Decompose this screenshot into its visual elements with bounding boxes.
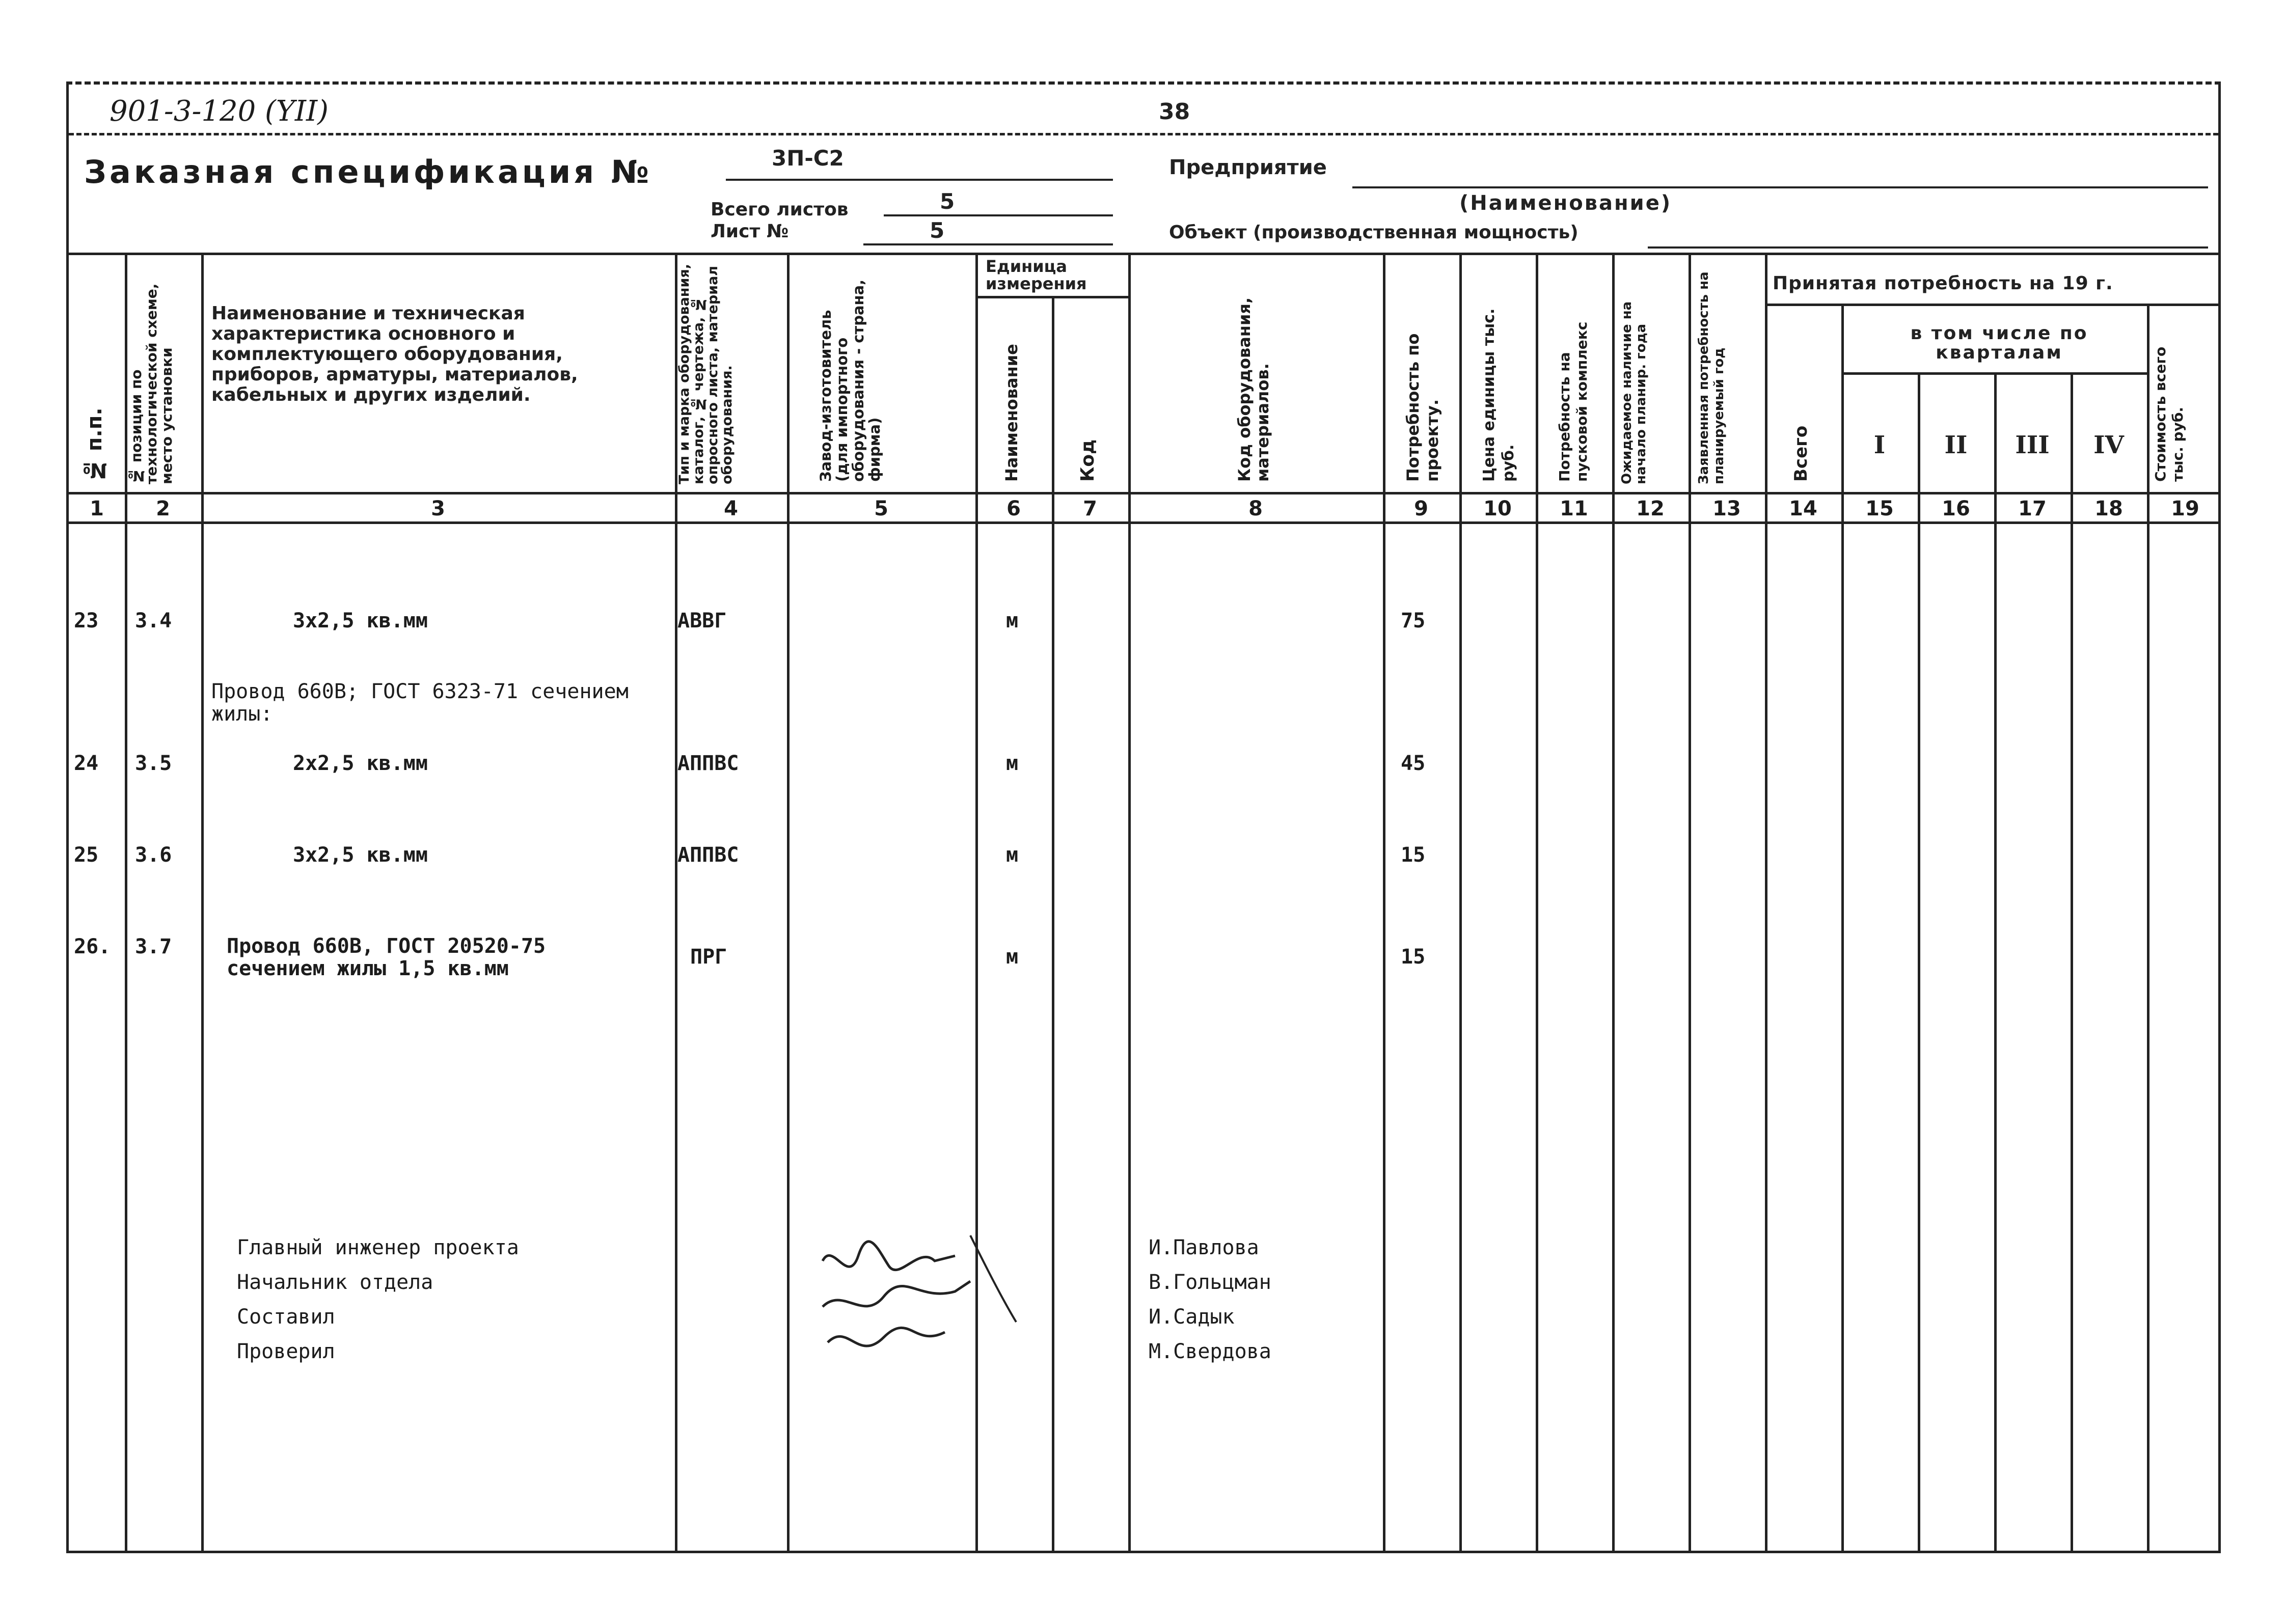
col-number-17: 17	[2018, 497, 2047, 520]
doc-code: 901-3-120 (YII)	[110, 95, 329, 128]
col-number-15: 15	[1865, 497, 1894, 520]
row-24-pos: 3.5	[135, 752, 172, 775]
col-header-14: Всего	[1791, 425, 1811, 482]
sheets-total-underline	[884, 214, 1113, 216]
col-header-15: I	[1873, 431, 1886, 459]
col-line-14	[1841, 304, 1844, 1551]
col-number-9: 9	[1414, 497, 1428, 520]
col-header-7: Код	[1077, 439, 1098, 482]
quarters-divider	[1841, 372, 2147, 375]
handwritten-signatures	[802, 1220, 1077, 1373]
col-number-16: 16	[1942, 497, 1970, 520]
row-23-qty: 75	[1401, 609, 1426, 632]
col-line-15	[1918, 372, 1920, 1551]
spec-title: Заказная спецификация №	[84, 153, 652, 190]
col-number-19: 19	[2171, 497, 2199, 520]
col-line-1	[125, 253, 127, 1551]
spec-number-underline	[726, 179, 1113, 181]
col-header-9: Потребность по проекту.	[1403, 333, 1442, 482]
header-divider-2	[69, 253, 2218, 255]
row-26-num: 26.	[74, 935, 111, 958]
row-26-pos: 3.7	[135, 935, 172, 958]
sheets-total-label: Всего листов	[711, 199, 849, 220]
col-number-18: 18	[2094, 497, 2123, 520]
accepted-label: Принятая потребность на 19 г.	[1773, 273, 2113, 294]
row-23-type: АВВГ	[677, 609, 727, 632]
col-header-3: Наименование и техническая характеристика основного и комплектующего оборудования, приборов, арматуры, материалов, кабельных и других изделий.	[211, 303, 578, 405]
sheets-total: 5	[940, 189, 955, 214]
colnum-divider-bottom	[69, 521, 2218, 524]
row-26-unit: м	[1006, 945, 1019, 969]
spec-sheet	[66, 81, 2221, 1553]
enterprise-label: Предприятие	[1169, 156, 1327, 179]
col-line-7	[1128, 253, 1131, 1551]
col-header-5: Завод-изготовитель (для импортного оборудования - страна, фирма)	[817, 279, 883, 482]
col-header-13: Заявленная потребность на планируемый год	[1696, 271, 1727, 484]
row-wire-desc: Провод 660В; ГОСТ 6323-71 сечением жилы:	[211, 680, 629, 726]
row-23-unit: м	[1006, 609, 1019, 632]
col-header-2: № позиции по технологической схеме, место установки	[128, 283, 175, 484]
colnum-divider-top	[69, 492, 2218, 494]
row-26-name: Провод 660В, ГОСТ 20520-75 сечением жилы 1,5 кв.мм	[227, 934, 546, 980]
col-line-18	[2147, 304, 2149, 1551]
col-number-12: 12	[1636, 497, 1665, 520]
col-number-5: 5	[874, 497, 888, 520]
col-line-11	[1612, 253, 1615, 1551]
name-label: (Наименование)	[1459, 191, 1672, 215]
col-header-4: Тип и марка оборудования, каталог, № чертежа, № опросного листа, материал оборудования.	[676, 264, 735, 484]
col-header-6: Наименование	[1002, 344, 1021, 482]
col-header-1: № п.п.	[83, 407, 106, 482]
object-underline	[1648, 246, 2208, 249]
page-number: 38	[1159, 99, 1190, 125]
col-line-17	[2071, 372, 2073, 1551]
col-header-10: Цена единицы тыс. руб.	[1480, 308, 1517, 482]
row-24-num: 24	[74, 752, 99, 775]
col-header-12: Ожидаемое наличие на начало планир. года	[1619, 301, 1649, 484]
col-line-4	[787, 253, 790, 1551]
row-25-unit: м	[1006, 843, 1019, 867]
col-line-10	[1536, 253, 1538, 1551]
unit-label: Единица измерения	[986, 257, 1087, 293]
row-24-qty: 45	[1401, 752, 1426, 775]
col-number-1: 1	[90, 497, 104, 520]
col-line-12	[1689, 253, 1691, 1551]
row-25-name: 3х2,5 кв.мм	[293, 843, 428, 867]
row-24-unit: м	[1006, 752, 1019, 775]
col-number-2: 2	[156, 497, 170, 520]
col-number-10: 10	[1483, 497, 1512, 520]
col-number-6: 6	[1006, 497, 1021, 520]
row-23-num: 23	[74, 609, 99, 632]
row-26-qty: 15	[1401, 945, 1426, 969]
col-header-16: II	[1944, 431, 1968, 459]
col-header-8: Код оборудования, материалов.	[1235, 297, 1272, 482]
accepted-divider	[1765, 304, 2218, 306]
row-25-qty: 15	[1401, 843, 1426, 867]
signature-names: И.Павлова В.Гольцман И.Садык М.Свердова	[1149, 1236, 1271, 1363]
incl-quarters-label: в том числе по кварталам	[1910, 323, 2088, 363]
unit-divider	[975, 296, 1128, 298]
col-number-7: 7	[1083, 497, 1097, 520]
col-number-13: 13	[1712, 497, 1741, 520]
row-25-pos: 3.6	[135, 843, 172, 867]
row-23-name: 3х2,5 кв.мм	[293, 609, 428, 632]
col-number-14: 14	[1789, 497, 1817, 520]
header-divider-1	[69, 133, 2218, 135]
row-26-type: ПРГ	[690, 945, 727, 969]
col-header-17: III	[2015, 431, 2050, 459]
col-line-2	[201, 253, 204, 1551]
col-header-11: Потребность на пусковой комплекс	[1556, 321, 1590, 482]
row-23-pos: 3.4	[135, 609, 172, 632]
sheet-number-underline	[863, 243, 1113, 245]
col-line-9	[1459, 253, 1462, 1551]
col-number-11: 11	[1560, 497, 1588, 520]
object-label: Объект (производственная мощность)	[1169, 222, 1579, 243]
row-24-type: АППВС	[677, 752, 739, 775]
col-line-8	[1383, 253, 1385, 1551]
col-header-18: IV	[2093, 431, 2124, 459]
col-number-8: 8	[1248, 497, 1263, 520]
col-number-4: 4	[724, 497, 738, 520]
col-line-16	[1994, 372, 1997, 1551]
signature-roles: Главный инженер проекта Начальник отдела Составил Проверил	[237, 1236, 519, 1363]
row-25-type: АППВС	[677, 843, 739, 867]
col-number-3: 3	[431, 497, 445, 520]
col-line-13	[1765, 253, 1767, 1551]
row-24-name: 2х2,5 кв.мм	[293, 752, 428, 775]
sheet-label: Лист №	[711, 221, 789, 242]
enterprise-underline	[1352, 186, 2208, 188]
row-25-num: 25	[74, 843, 99, 867]
col-header-19: Стоимость всего тыс. руб.	[2152, 346, 2186, 482]
spec-number: 3П-С2	[772, 146, 844, 171]
sheet-number: 5	[930, 218, 945, 243]
